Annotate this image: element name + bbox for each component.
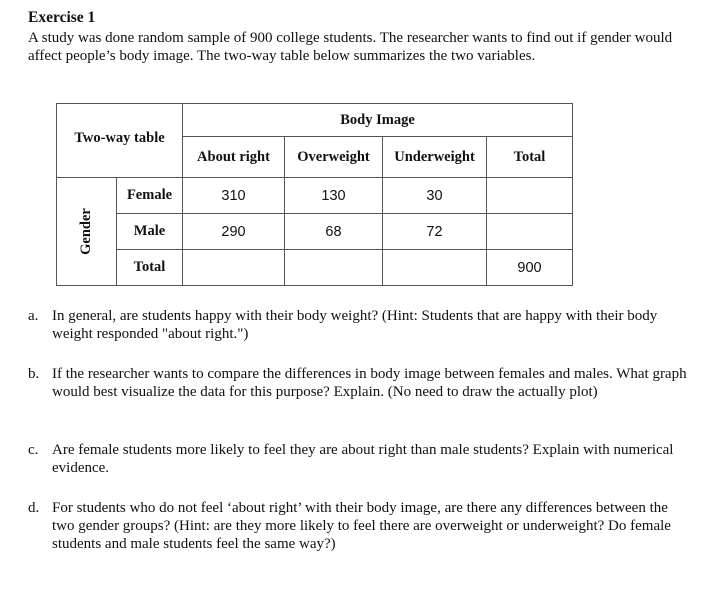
- cell-female-underweight: 30: [383, 178, 487, 214]
- table-row: [57, 214, 573, 250]
- cell-total-overweight: [285, 250, 383, 286]
- gender-group-cell: [57, 178, 117, 286]
- question-letter: b.: [28, 366, 40, 382]
- cell-female-overweight: 130: [285, 178, 383, 214]
- table-corner-label: Two-way table: [57, 104, 183, 178]
- cell-grand-total: 900: [487, 250, 573, 286]
- two-way-table: [56, 103, 573, 286]
- cell-male-underweight: 72: [383, 214, 487, 250]
- question-d: [28, 499, 688, 553]
- row-label-total: Total: [117, 250, 183, 286]
- question-letter: c.: [28, 442, 39, 458]
- exercise-intro: A study was done random sample of 900 college students. The researcher wants to find out if gender would affect people’s body image. The two-way table below summarizes the two variables.: [28, 30, 673, 64]
- question-a: [28, 307, 688, 343]
- cell-male-overweight: 68: [285, 214, 383, 250]
- cell-female-total: [487, 178, 573, 214]
- col-header-overweight: Overweight: [285, 137, 383, 178]
- cell-female-about-right: 310: [183, 178, 285, 214]
- question-letter: d.: [28, 500, 40, 516]
- table-row: [57, 178, 573, 214]
- body-image-header: Body Image: [183, 104, 573, 137]
- col-header-about-right: About right: [183, 137, 285, 178]
- question-letter: a.: [28, 308, 39, 324]
- row-label-male: Male: [117, 214, 183, 250]
- question-text: In general, are students happy with their body weight? (Hint: Students that are happy with their body weight responded "about right."): [52, 308, 658, 342]
- cell-male-total: [487, 214, 573, 250]
- cell-total-underweight: [383, 250, 487, 286]
- question-text: If the researcher wants to compare the differences in body image between females and males. What graph would best visualize the data for this purpose? Explain. (No need to draw the actually plot): [52, 366, 687, 400]
- row-label-female: Female: [117, 178, 183, 214]
- cell-total-about-right: [183, 250, 285, 286]
- cell-male-about-right: 290: [183, 214, 285, 250]
- question-text: For students who do not feel ‘about right’ with their body image, are there any differences between the two gender groups? (Hint: are they more likely to feel there are overweight or underweight? Do female students and male students feel the same way?): [52, 500, 671, 552]
- exercise-heading: Exercise 1: [28, 9, 96, 26]
- col-header-total: Total: [487, 137, 573, 178]
- col-header-underweight: Underweight: [383, 137, 487, 178]
- table-row: [57, 250, 573, 286]
- question-c: [28, 441, 688, 477]
- question-text: Are female students more likely to feel they are about right than male students? Explain with numerical evidence.: [52, 442, 674, 476]
- gender-label: Gender: [78, 208, 94, 255]
- question-b: [28, 365, 688, 401]
